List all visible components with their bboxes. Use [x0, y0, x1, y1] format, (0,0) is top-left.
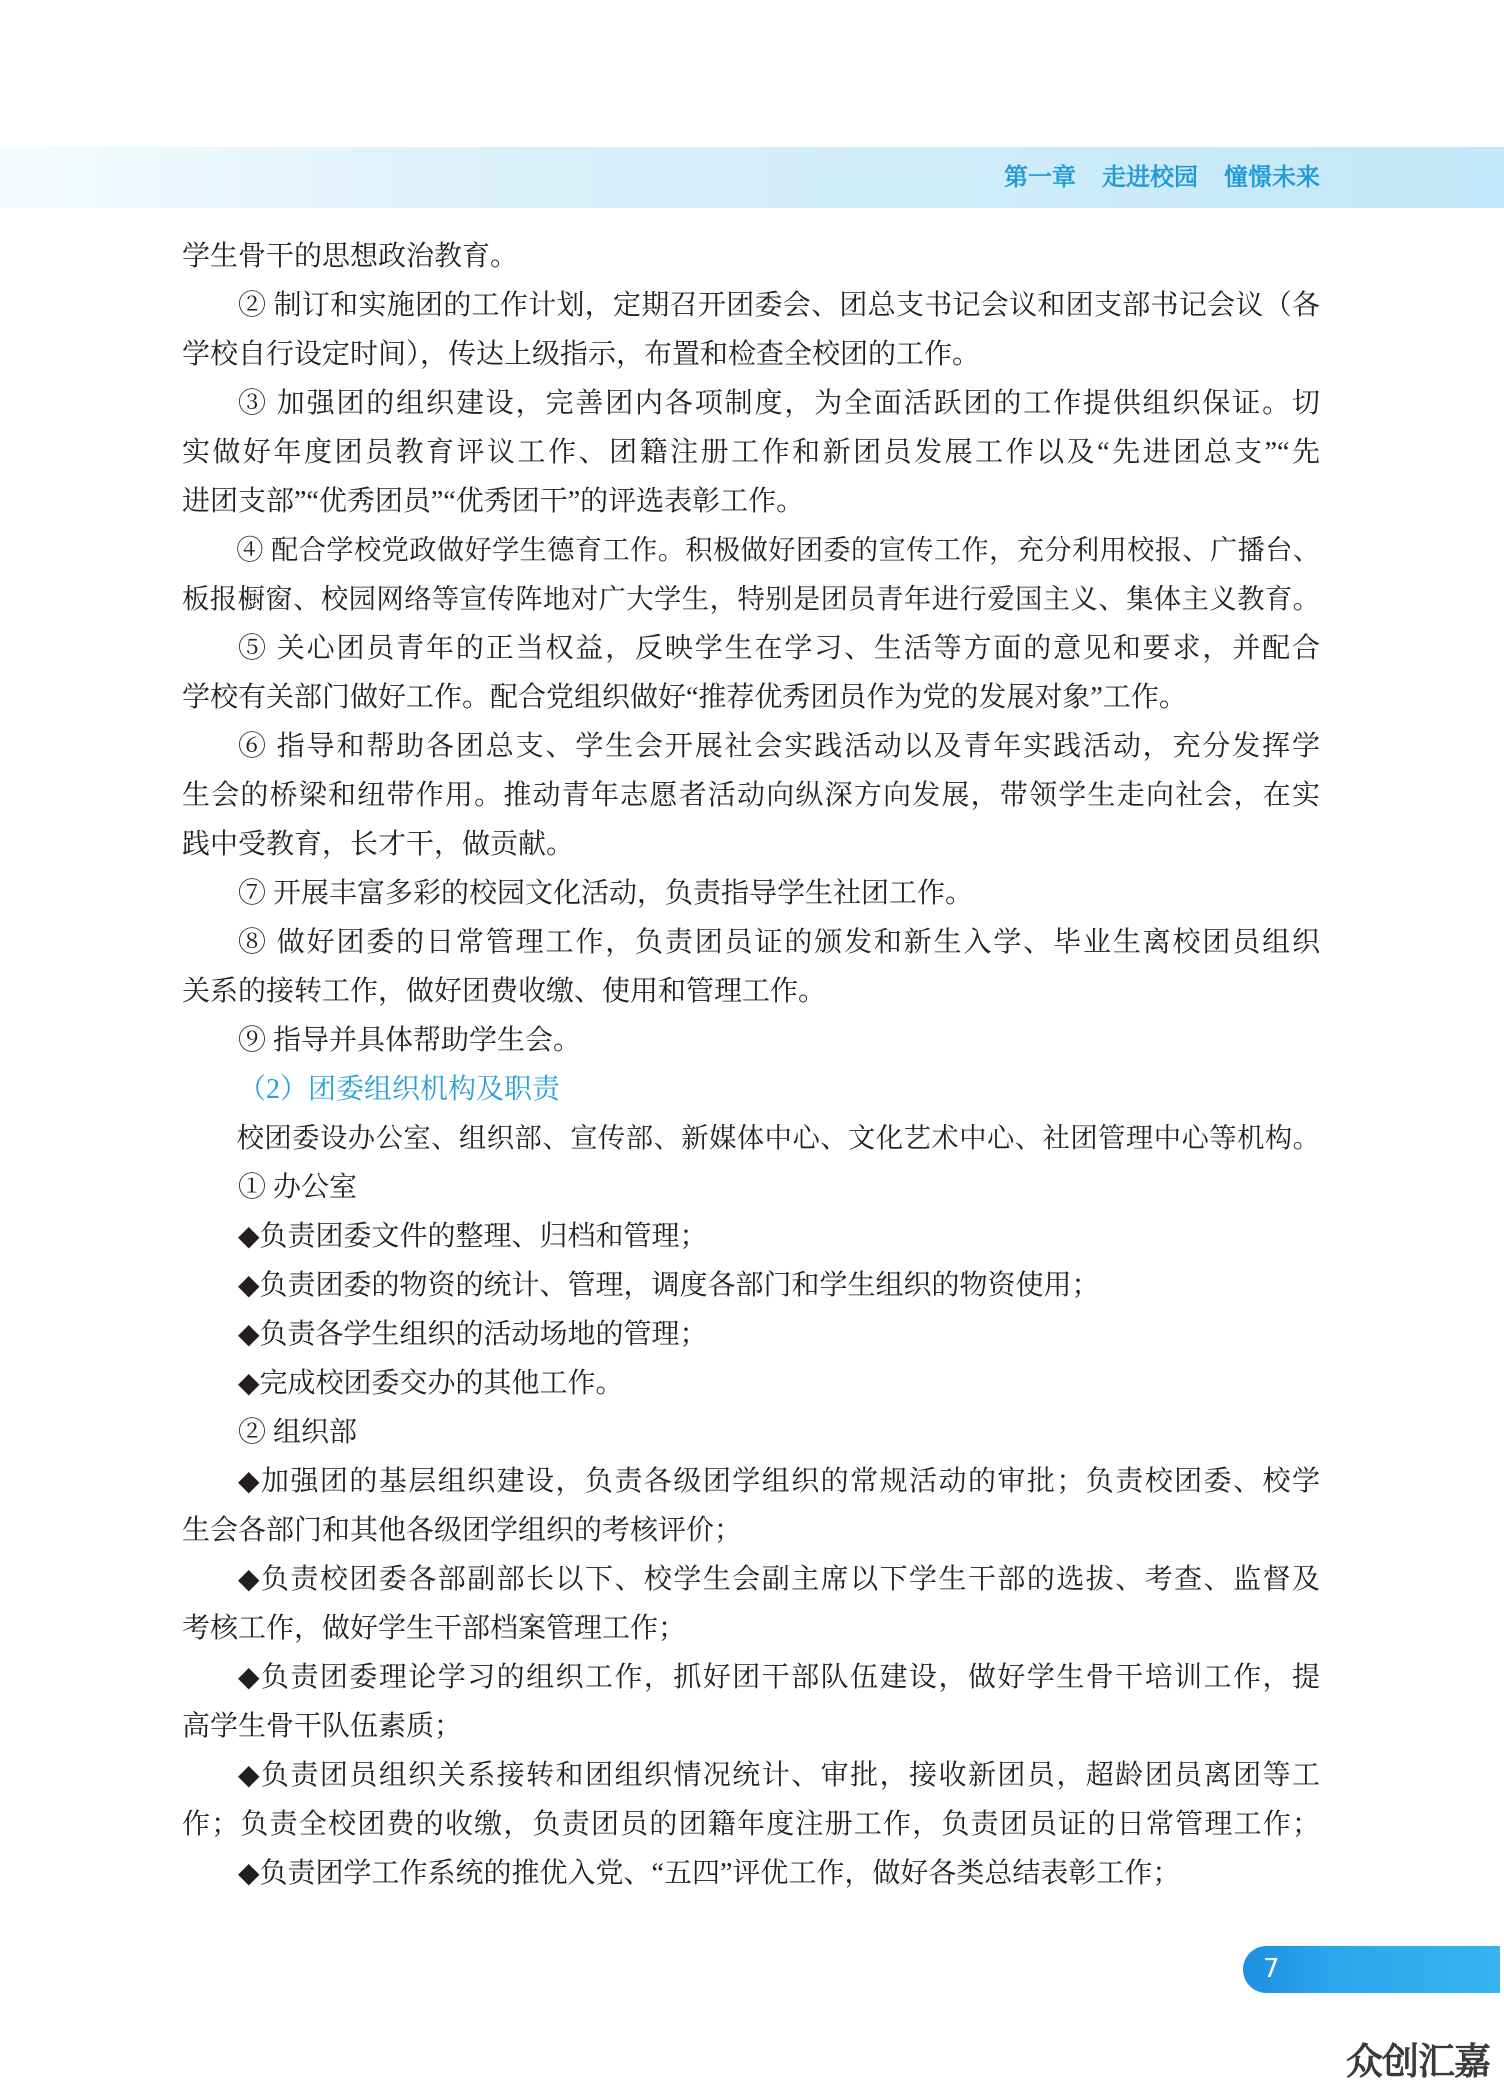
text-line [182, 1261, 1320, 1310]
line-text: （2）团委组织机构及职责 [238, 1074, 561, 1105]
text-line [182, 1065, 1320, 1114]
line-text: 考核工作，做好学生干部档案管理工作； [182, 1613, 687, 1644]
text-line [182, 1457, 1320, 1506]
line-text: 生会的桥梁和纽带作用。推动青年志愿者活动向纵深方向发展，带领学生走向社会，在实 [182, 780, 1320, 811]
text-line [182, 967, 1320, 1016]
text-line [182, 1849, 1320, 1898]
body-text [182, 232, 1320, 1898]
text-line [182, 1751, 1320, 1800]
subsection-heading [182, 1408, 1320, 1457]
line-text: 校团委设办公室、组织部、宣传部、新媒体中心、文化艺术中心、社团管理中心等机构。 [236, 1123, 1320, 1153]
bullet-item [182, 1310, 1320, 1359]
line-text: ⑥ 指导和帮助各团总支、学生会开展社会实践活动以及青年实践活动，充分发挥学 [238, 731, 1320, 762]
bullet-item [182, 1849, 1320, 1898]
chapter-header-title [1004, 147, 1320, 208]
text-line [182, 1506, 1320, 1555]
line-text: 板报橱窗、校园网络等宣传阵地对广大学生，特别是团员青年进行爱国主义、集体主义教育。 [182, 584, 1320, 614]
text-line [182, 1604, 1320, 1653]
bullet-item [182, 1212, 1320, 1261]
line-text: ◆负责团学工作系统的推优入党、“五四”评优工作，做好各类总结表彰工作； [238, 1858, 1181, 1889]
section-heading [182, 1065, 1320, 1114]
line-text: ◆负责校团委各部副部长以下、校学生会副主席以下学生干部的选拔、考查、监督及 [238, 1564, 1320, 1595]
text-line [182, 232, 1320, 281]
paragraph [182, 722, 1320, 869]
text-line [182, 673, 1320, 722]
chapter-number: 第一章 [1004, 163, 1076, 191]
paragraph [182, 918, 1320, 1016]
text-line [182, 1653, 1320, 1702]
line-text: 实做好年度团员教育评议工作、团籍注册工作和新团员发展工作以及“先进团总支”“先 [182, 437, 1320, 468]
text-line [182, 624, 1320, 673]
line-text: ◆负责团委文件的整理、归档和管理； [238, 1221, 708, 1252]
chapter-title-part-2: 憧憬未来 [1224, 163, 1320, 191]
line-text: ◆加强团的基层组织建设，负责各级团学组织的常规活动的审批；负责校团委、校学 [238, 1466, 1320, 1497]
line-text: 高学生骨干队伍素质； [182, 1711, 463, 1742]
text-line [182, 1163, 1320, 1212]
page-number-band [1243, 1946, 1500, 1993]
line-text: 践中受教育，长才干，做贡献。 [182, 829, 575, 860]
watermark-logo: 众创汇嘉 [1346, 2040, 1490, 2083]
line-text: 关系的接转工作，做好团费收缴、使用和管理工作。 [182, 976, 827, 1007]
text-line [182, 1408, 1320, 1457]
line-text: 学校有关部门做好工作。配合党组织做好“推荐优秀团员作为党的发展对象”工作。 [182, 682, 1187, 713]
line-text: ④ 配合学校党政做好学生德育工作。积极做好团委的宣传工作，充分利用校报、广播台、 [236, 535, 1320, 565]
text-line [182, 281, 1320, 330]
bullet-item [182, 1751, 1320, 1849]
text-line [182, 330, 1320, 379]
paragraph [182, 624, 1320, 722]
bullet-item [182, 1555, 1320, 1653]
line-text: ③ 加强团的组织建设，完善团内各项制度，为全面活跃团的工作提供组织保证。切 [238, 388, 1320, 419]
text-line [182, 820, 1320, 869]
text-line [182, 1212, 1320, 1261]
paragraph [182, 869, 1320, 918]
text-line [182, 1359, 1320, 1408]
text-line [182, 1016, 1320, 1065]
paragraph [182, 526, 1320, 624]
chapter-title-part-1: 走进校园 [1102, 163, 1198, 191]
line-text: 学校自行设定时间），传达上级指示，布置和检查全校团的工作。 [182, 339, 981, 370]
text-line [182, 1800, 1320, 1849]
line-text: ① 办公室 [238, 1172, 358, 1203]
line-text: 作；负责全校团费的收缴，负责团员的团籍年度注册工作，负责团员证的日常管理工作； [182, 1809, 1320, 1840]
text-line [182, 722, 1320, 771]
bullet-item [182, 1653, 1320, 1751]
line-text: ⑦ 开展丰富多彩的校园文化活动，负责指导学生社团工作。 [238, 878, 974, 909]
text-line [182, 1310, 1320, 1359]
line-text: ◆负责团员组织关系接转和团组织情况统计、审批，接收新团员，超龄团员离团等工 [238, 1760, 1320, 1791]
line-text: ◆负责团委的物资的统计、管理，调度各部门和学生组织的物资使用； [238, 1270, 1100, 1301]
paragraph-continuation [182, 232, 1320, 281]
text-line [182, 477, 1320, 526]
line-text: 进团支部”“优秀团员”“优秀团干”的评选表彰工作。 [182, 486, 805, 517]
line-text: ⑧ 做好团委的日常管理工作，负责团员证的颁发和新生入学、毕业生离校团员组织 [238, 927, 1320, 958]
line-text: ◆负责各学生组织的活动场地的管理； [238, 1319, 708, 1350]
text-line [182, 1555, 1320, 1604]
line-text: ◆完成校团委交办的其他工作。 [238, 1368, 624, 1399]
text-line [182, 1114, 1320, 1163]
text-line [182, 771, 1320, 820]
line-text: 学生骨干的思想政治教育。 [182, 241, 519, 272]
line-text: ② 组织部 [238, 1417, 358, 1448]
line-text: ⑤ 关心团员青年的正当权益，反映学生在学习、生活等方面的意见和要求，并配合 [238, 633, 1320, 664]
text-line [182, 1702, 1320, 1751]
text-line [182, 869, 1320, 918]
paragraph [182, 281, 1320, 379]
line-text: ⑨ 指导并具体帮助学生会。 [238, 1025, 582, 1056]
paragraph [182, 1016, 1320, 1065]
text-line [182, 526, 1320, 575]
page-number: 7 [1263, 1954, 1280, 1984]
text-line [182, 428, 1320, 477]
bullet-item [182, 1261, 1320, 1310]
chapter-header-band [0, 147, 1504, 208]
paragraph [182, 1114, 1320, 1163]
bullet-item [182, 1359, 1320, 1408]
text-line [182, 575, 1320, 624]
line-text: ② 制订和实施团的工作计划，定期召开团委会、团总支书记会议和团支部书记会议（各 [238, 290, 1320, 321]
text-line [182, 918, 1320, 967]
text-line [182, 379, 1320, 428]
paragraph [182, 379, 1320, 526]
bullet-item [182, 1457, 1320, 1555]
line-text: 生会各部门和其他各级团学组织的考核评价； [182, 1515, 743, 1546]
subsection-heading [182, 1163, 1320, 1212]
line-text: ◆负责团委理论学习的组织工作，抓好团干部队伍建设，做好学生骨干培训工作，提 [238, 1662, 1320, 1693]
